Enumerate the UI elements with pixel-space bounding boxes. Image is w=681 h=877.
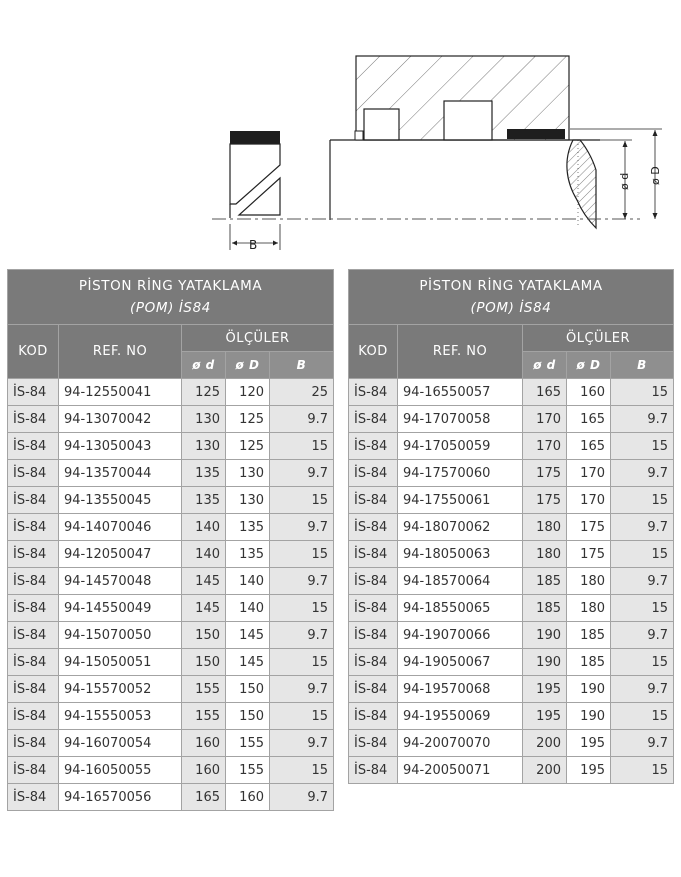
cell-ref-no: 94-15550053 bbox=[59, 703, 182, 730]
table-row bbox=[349, 406, 674, 433]
cell-B: 9.7 bbox=[611, 460, 674, 487]
cell-ref-no: 94-20070070 bbox=[398, 730, 523, 757]
cell-B: 9.7 bbox=[270, 622, 334, 649]
column-header-kod: KOD bbox=[349, 325, 398, 379]
cell-B: 15 bbox=[270, 541, 334, 568]
cell-D: 180 bbox=[567, 595, 611, 622]
cell-d: 145 bbox=[182, 595, 226, 622]
cell-B: 15 bbox=[270, 703, 334, 730]
cell-ref-no: 94-19070066 bbox=[398, 622, 523, 649]
cell-kod: İS-84 bbox=[349, 595, 398, 622]
cell-D: 185 bbox=[567, 649, 611, 676]
cell-D: 130 bbox=[226, 487, 270, 514]
technical-drawing bbox=[0, 0, 681, 265]
cell-kod: İS-84 bbox=[349, 676, 398, 703]
cell-d: 180 bbox=[523, 514, 567, 541]
table-row bbox=[349, 487, 674, 514]
column-header-olculer: ÖLÇÜLER bbox=[182, 325, 334, 352]
table-title-line2: (POM) İS84 bbox=[470, 300, 552, 316]
cell-kod: İS-84 bbox=[349, 757, 398, 784]
table-row bbox=[8, 757, 334, 784]
cell-ref-no: 94-15070050 bbox=[59, 622, 182, 649]
piston-ring-installed bbox=[507, 129, 565, 139]
cell-D: 195 bbox=[567, 730, 611, 757]
table-row bbox=[349, 622, 674, 649]
cell-ref-no: 94-18050063 bbox=[398, 541, 523, 568]
cell-d: 145 bbox=[182, 568, 226, 595]
table-row bbox=[349, 703, 674, 730]
cell-kod: İS-84 bbox=[8, 487, 59, 514]
table-row bbox=[349, 460, 674, 487]
cell-ref-no: 94-17550061 bbox=[398, 487, 523, 514]
column-header-ref: REF. NO bbox=[398, 325, 523, 379]
table-title bbox=[349, 270, 674, 325]
cell-ref-no: 94-19570068 bbox=[398, 676, 523, 703]
table-row bbox=[349, 541, 674, 568]
cell-ref-no: 94-12050047 bbox=[59, 541, 182, 568]
cell-d: 140 bbox=[182, 514, 226, 541]
cell-B: 9.7 bbox=[270, 676, 334, 703]
cell-D: 145 bbox=[226, 649, 270, 676]
table-row bbox=[8, 514, 334, 541]
cell-kod: İS-84 bbox=[8, 379, 59, 406]
cell-B: 25 bbox=[270, 379, 334, 406]
cell-kod: İS-84 bbox=[349, 514, 398, 541]
table-row bbox=[349, 433, 674, 460]
column-header-ref: REF. NO bbox=[59, 325, 182, 379]
cell-ref-no: 94-16070054 bbox=[59, 730, 182, 757]
table-row bbox=[8, 703, 334, 730]
cell-d: 175 bbox=[523, 460, 567, 487]
table-row bbox=[349, 676, 674, 703]
cell-B: 9.7 bbox=[611, 568, 674, 595]
cell-B: 9.7 bbox=[270, 460, 334, 487]
column-header-B: B bbox=[611, 352, 674, 379]
cell-d: 135 bbox=[182, 460, 226, 487]
cell-kod: İS-84 bbox=[349, 649, 398, 676]
cell-D: 150 bbox=[226, 703, 270, 730]
cell-B: 15 bbox=[611, 595, 674, 622]
table-row bbox=[8, 595, 334, 622]
cell-ref-no: 94-15050051 bbox=[59, 649, 182, 676]
cell-kod: İS-84 bbox=[349, 406, 398, 433]
cell-kod: İS-84 bbox=[8, 514, 59, 541]
cell-d: 140 bbox=[182, 541, 226, 568]
cell-d: 175 bbox=[523, 487, 567, 514]
table-title-line2: (POM) İS84 bbox=[130, 300, 211, 316]
table-row bbox=[8, 730, 334, 757]
cell-kod: İS-84 bbox=[8, 406, 59, 433]
cell-D: 140 bbox=[226, 595, 270, 622]
ring-cap bbox=[230, 131, 280, 144]
groove-left bbox=[364, 109, 399, 140]
cell-ref-no: 94-13070042 bbox=[59, 406, 182, 433]
table-row bbox=[8, 784, 334, 811]
cell-kod: İS-84 bbox=[8, 676, 59, 703]
cell-ref-no: 94-17070058 bbox=[398, 406, 523, 433]
cell-d: 155 bbox=[182, 703, 226, 730]
table-row bbox=[8, 460, 334, 487]
cell-ref-no: 94-20050071 bbox=[398, 757, 523, 784]
table-row bbox=[8, 406, 334, 433]
cell-d: 165 bbox=[523, 379, 567, 406]
cell-kod: İS-84 bbox=[349, 460, 398, 487]
table-row bbox=[8, 622, 334, 649]
cell-D: 125 bbox=[226, 406, 270, 433]
cell-d: 180 bbox=[523, 541, 567, 568]
cell-ref-no: 94-14570048 bbox=[59, 568, 182, 595]
dim-label-D: ø D bbox=[649, 166, 662, 185]
cell-D: 155 bbox=[226, 730, 270, 757]
cell-D: 190 bbox=[567, 676, 611, 703]
cell-B: 15 bbox=[270, 595, 334, 622]
cell-D: 190 bbox=[567, 703, 611, 730]
cell-ref-no: 94-13550045 bbox=[59, 487, 182, 514]
cell-kod: İS-84 bbox=[349, 730, 398, 757]
cell-d: 160 bbox=[182, 730, 226, 757]
cell-ref-no: 94-14070046 bbox=[59, 514, 182, 541]
cell-D: 120 bbox=[226, 379, 270, 406]
cell-d: 150 bbox=[182, 649, 226, 676]
cell-D: 170 bbox=[567, 487, 611, 514]
cell-D: 175 bbox=[567, 541, 611, 568]
shaft-break bbox=[567, 140, 596, 228]
cell-D: 130 bbox=[226, 460, 270, 487]
column-header-D: ø D bbox=[226, 352, 270, 379]
cell-B: 15 bbox=[270, 757, 334, 784]
cell-D: 135 bbox=[226, 514, 270, 541]
cell-B: 9.7 bbox=[270, 568, 334, 595]
cell-B: 15 bbox=[270, 487, 334, 514]
cell-kod: İS-84 bbox=[8, 730, 59, 757]
cell-D: 165 bbox=[567, 433, 611, 460]
cell-d: 190 bbox=[523, 649, 567, 676]
cell-B: 9.7 bbox=[270, 730, 334, 757]
cell-d: 135 bbox=[182, 487, 226, 514]
table-row bbox=[8, 541, 334, 568]
cell-B: 9.7 bbox=[611, 730, 674, 757]
cell-ref-no: 94-16570056 bbox=[59, 784, 182, 811]
table-row bbox=[349, 568, 674, 595]
cell-ref-no: 94-13570044 bbox=[59, 460, 182, 487]
cell-B: 15 bbox=[611, 649, 674, 676]
cell-B: 15 bbox=[611, 757, 674, 784]
cell-D: 125 bbox=[226, 433, 270, 460]
cell-D: 140 bbox=[226, 568, 270, 595]
cell-D: 145 bbox=[226, 622, 270, 649]
cell-kod: İS-84 bbox=[8, 649, 59, 676]
product-table-right bbox=[348, 269, 674, 784]
column-header-B: B bbox=[270, 352, 334, 379]
cell-d: 170 bbox=[523, 406, 567, 433]
cell-d: 200 bbox=[523, 757, 567, 784]
dim-label-d: ø d bbox=[618, 172, 631, 190]
cell-kod: İS-84 bbox=[349, 487, 398, 514]
table-row bbox=[8, 649, 334, 676]
cell-D: 160 bbox=[567, 379, 611, 406]
cell-d: 200 bbox=[523, 730, 567, 757]
cell-B: 15 bbox=[611, 541, 674, 568]
ring-section-view bbox=[230, 131, 280, 252]
housing-assembly-view bbox=[330, 56, 600, 228]
cell-d: 185 bbox=[523, 568, 567, 595]
table-title bbox=[8, 270, 334, 325]
cell-B: 9.7 bbox=[611, 622, 674, 649]
cell-D: 170 bbox=[567, 460, 611, 487]
cell-kod: İS-84 bbox=[8, 433, 59, 460]
column-header-D: ø D bbox=[567, 352, 611, 379]
cell-kod: İS-84 bbox=[349, 433, 398, 460]
table-row bbox=[8, 487, 334, 514]
cell-d: 155 bbox=[182, 676, 226, 703]
cell-B: 9.7 bbox=[270, 514, 334, 541]
table-row bbox=[349, 595, 674, 622]
cell-D: 160 bbox=[226, 784, 270, 811]
cell-ref-no: 94-17570060 bbox=[398, 460, 523, 487]
product-table-left bbox=[7, 269, 334, 811]
cell-d: 160 bbox=[182, 757, 226, 784]
cell-B: 15 bbox=[611, 433, 674, 460]
cell-B: 15 bbox=[270, 649, 334, 676]
cell-D: 150 bbox=[226, 676, 270, 703]
cell-d: 125 bbox=[182, 379, 226, 406]
column-header-d: ø d bbox=[182, 352, 226, 379]
table-row bbox=[8, 433, 334, 460]
cell-kod: İS-84 bbox=[349, 541, 398, 568]
cell-d: 195 bbox=[523, 676, 567, 703]
cell-ref-no: 94-18550065 bbox=[398, 595, 523, 622]
cell-B: 9.7 bbox=[270, 406, 334, 433]
cell-kod: İS-84 bbox=[8, 622, 59, 649]
cell-d: 130 bbox=[182, 406, 226, 433]
table-title-line1: PİSTON RİNG YATAKLAMA bbox=[419, 278, 603, 294]
cell-B: 15 bbox=[270, 433, 334, 460]
cell-kod: İS-84 bbox=[8, 568, 59, 595]
table-row bbox=[8, 379, 334, 406]
column-header-d: ø d bbox=[523, 352, 567, 379]
cell-D: 165 bbox=[567, 406, 611, 433]
cell-d: 185 bbox=[523, 595, 567, 622]
cell-B: 15 bbox=[611, 487, 674, 514]
cell-d: 170 bbox=[523, 433, 567, 460]
table-row bbox=[349, 379, 674, 406]
table-row bbox=[349, 514, 674, 541]
cell-B: 9.7 bbox=[611, 406, 674, 433]
dim-label-b: B bbox=[249, 238, 258, 252]
cell-ref-no: 94-19550069 bbox=[398, 703, 523, 730]
cell-D: 185 bbox=[567, 622, 611, 649]
cell-ref-no: 94-15570052 bbox=[59, 676, 182, 703]
table-row bbox=[349, 649, 674, 676]
cell-D: 175 bbox=[567, 514, 611, 541]
cell-kod: İS-84 bbox=[349, 379, 398, 406]
table-row bbox=[8, 568, 334, 595]
cell-ref-no: 94-19050067 bbox=[398, 649, 523, 676]
cell-kod: İS-84 bbox=[8, 595, 59, 622]
cell-kod: İS-84 bbox=[349, 703, 398, 730]
cell-kod: İS-84 bbox=[349, 568, 398, 595]
table-row bbox=[8, 676, 334, 703]
cell-kod: İS-84 bbox=[8, 703, 59, 730]
cell-B: 15 bbox=[611, 703, 674, 730]
groove-middle bbox=[444, 101, 492, 140]
cell-D: 180 bbox=[567, 568, 611, 595]
cell-ref-no: 94-13050043 bbox=[59, 433, 182, 460]
cell-B: 15 bbox=[611, 379, 674, 406]
table-row bbox=[349, 757, 674, 784]
column-header-kod: KOD bbox=[8, 325, 59, 379]
cell-d: 190 bbox=[523, 622, 567, 649]
cell-D: 155 bbox=[226, 757, 270, 784]
cell-D: 195 bbox=[567, 757, 611, 784]
cell-kod: İS-84 bbox=[8, 757, 59, 784]
cell-d: 150 bbox=[182, 622, 226, 649]
cell-B: 9.7 bbox=[611, 514, 674, 541]
cell-kod: İS-84 bbox=[8, 541, 59, 568]
cell-B: 9.7 bbox=[611, 676, 674, 703]
cell-kod: İS-84 bbox=[8, 460, 59, 487]
cell-kod: İS-84 bbox=[349, 622, 398, 649]
cell-d: 195 bbox=[523, 703, 567, 730]
cell-d: 130 bbox=[182, 433, 226, 460]
table-title-line1: PİSTON RİNG YATAKLAMA bbox=[78, 278, 263, 294]
cell-d: 165 bbox=[182, 784, 226, 811]
cell-ref-no: 94-17050059 bbox=[398, 433, 523, 460]
cell-ref-no: 94-18570064 bbox=[398, 568, 523, 595]
column-header-olculer: ÖLÇÜLER bbox=[523, 325, 674, 352]
cell-ref-no: 94-16050055 bbox=[59, 757, 182, 784]
cell-kod: İS-84 bbox=[8, 784, 59, 811]
cell-ref-no: 94-18070062 bbox=[398, 514, 523, 541]
cell-ref-no: 94-16550057 bbox=[398, 379, 523, 406]
table-row bbox=[349, 730, 674, 757]
cell-D: 135 bbox=[226, 541, 270, 568]
cell-B: 9.7 bbox=[270, 784, 334, 811]
cell-ref-no: 94-14550049 bbox=[59, 595, 182, 622]
cell-ref-no: 94-12550041 bbox=[59, 379, 182, 406]
